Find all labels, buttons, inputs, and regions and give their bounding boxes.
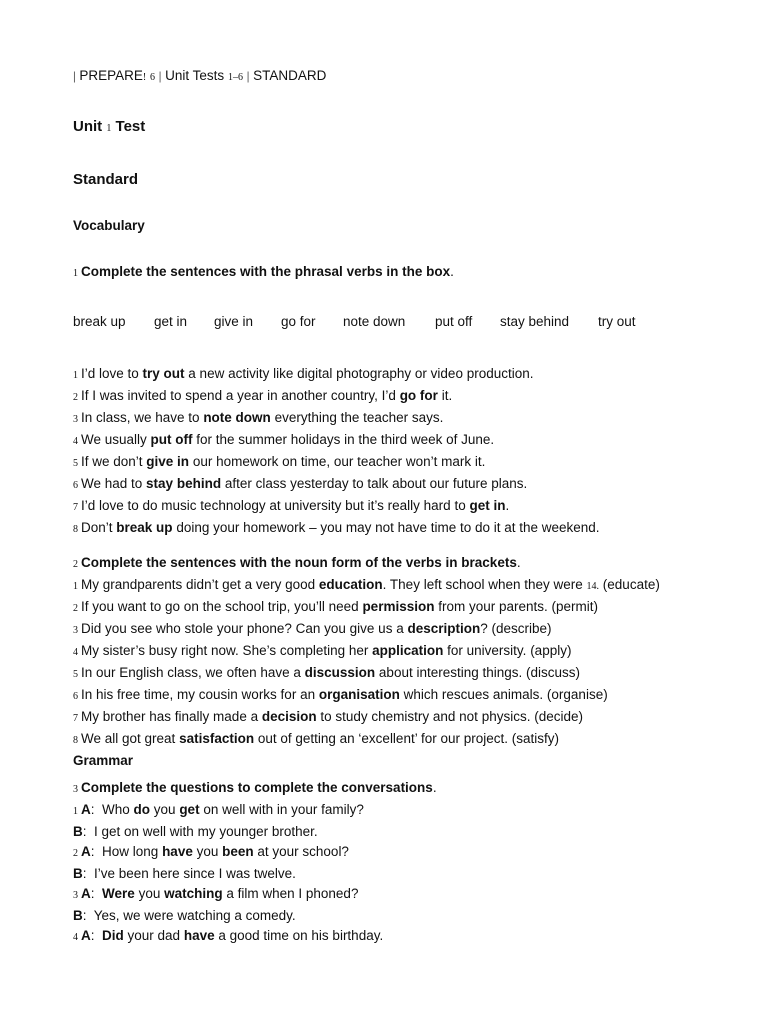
instruction-text: Complete the questions to complete the conversations [81, 780, 433, 795]
item-answer: satisfaction [179, 731, 255, 746]
level-heading: Standard [73, 171, 139, 188]
instruction-text: Complete the sentences with the noun form of the verbs in brackets [81, 555, 517, 570]
exercise-item [73, 430, 600, 452]
unit-title-rest: Test [115, 118, 146, 135]
item-number: 1 [73, 806, 78, 817]
item-text: at your school? [253, 844, 349, 859]
speaker-label: A [81, 886, 91, 901]
item-answer: have [162, 844, 193, 859]
item-small-text: 14. [586, 581, 600, 592]
item-number: 4 [73, 647, 78, 658]
item-text: I’ve been here since I was twelve. [86, 866, 296, 881]
exercise-item [73, 619, 660, 641]
item-text: to study chemistry and not physics. [316, 709, 535, 724]
item-answer: have [183, 928, 215, 943]
word-box-item: put off [435, 314, 473, 329]
exercise-item [73, 496, 600, 518]
item-hint: (apply) [530, 643, 572, 658]
item-text: We all got great [81, 731, 180, 746]
item-text: doing your homework – you may not have time to do it at the weekend. [172, 520, 600, 535]
item-text: ? [480, 621, 492, 636]
item-text: Yes, we were watching a comedy. [86, 908, 296, 923]
item-number: 3 [73, 890, 78, 901]
item-text: We had to [81, 476, 147, 491]
item-answer: get [179, 802, 200, 817]
item-text: on well with in your family? [199, 802, 364, 817]
item-answer: application [372, 643, 444, 658]
header-separator: | [73, 68, 76, 83]
item-answer: note down [203, 410, 271, 425]
word-box-item: try out [598, 314, 636, 329]
item-answer: break up [116, 520, 173, 535]
header-separator: | [158, 68, 162, 83]
item-text [95, 928, 103, 943]
word-box-item: go for [281, 314, 316, 329]
item-hint: (discuss) [526, 665, 581, 680]
exercise-item [73, 685, 660, 707]
item-text: . [505, 498, 510, 513]
unit-title-number: 1 [106, 123, 112, 134]
item-number: 3 [73, 414, 78, 425]
item-text: for university. [443, 643, 531, 658]
item-answer: Were [102, 886, 135, 901]
item-number: 1 [73, 370, 78, 381]
item-text: Who [94, 802, 134, 817]
item-answer: education [318, 577, 383, 592]
item-text: I get on well with my younger brother. [86, 824, 318, 839]
header-brand: PREPARE [79, 68, 143, 83]
item-text: out of getting an ‘excellent’ for our project. [254, 731, 512, 746]
header-exclaim: ! [142, 72, 147, 83]
item-number: 6 [73, 480, 78, 491]
exercise-item [73, 663, 660, 685]
item-hint: (describe) [491, 621, 552, 636]
vocabulary-heading: Vocabulary [73, 218, 145, 233]
item-hint: (educate) [602, 577, 660, 592]
conversation-line: B: I’ve been here since I was twelve. [73, 866, 296, 881]
item-text [95, 886, 103, 901]
item-answer: permission [362, 599, 435, 614]
conversation-line: B: Yes, we were watching a comedy. [73, 908, 296, 923]
header-separator: | [246, 68, 250, 83]
item-number: 6 [73, 691, 78, 702]
item-number: 5 [73, 458, 78, 469]
item-answer: been [222, 844, 254, 859]
item-text: a good time on his birthday. [214, 928, 384, 943]
exercise-3-instruction: 3 Complete the questions to complete the conversations. [73, 778, 437, 800]
exercise-item [73, 575, 660, 597]
item-answer: try out [142, 366, 185, 381]
item-text: a film when I phoned? [222, 886, 359, 901]
item-answer: stay behind [146, 476, 222, 491]
item-hint: (decide) [534, 709, 583, 724]
conversation-line: 3 A: Were you watching a film when I phoned? [73, 884, 437, 906]
item-answer: decision [261, 709, 317, 724]
exercise-2 [73, 553, 660, 771]
exercise-item [73, 474, 600, 496]
item-answer: go for [399, 388, 438, 403]
item-number: 1 [73, 581, 78, 592]
item-answer: watching [164, 886, 223, 901]
conversation-line: 2 A: How long have you been at your school? [73, 842, 437, 864]
item-text: In his free time, my cousin works for an [81, 687, 319, 702]
item-text: about interesting things. [375, 665, 527, 680]
word-box-item: give in [214, 314, 254, 329]
item-number: 8 [73, 524, 78, 535]
exercise-1-instruction: 1 Complete the sentences with the phrasal verbs in the box. [73, 262, 454, 284]
item-text: from your parents. [434, 599, 552, 614]
word-box-item: get in [154, 314, 188, 329]
item-text: How long [94, 844, 163, 859]
word-box-item: break up [73, 314, 126, 329]
item-text: My sister’s busy right now. She’s completing her [81, 643, 373, 658]
item-number: 7 [73, 713, 78, 724]
item-text: a new activity like digital photography or video production. [184, 366, 534, 381]
item-hint: (permit) [551, 599, 599, 614]
item-text: If we don’t [81, 454, 147, 469]
item-text: everything the teacher says. [270, 410, 444, 425]
speaker-label: B [73, 866, 83, 881]
conversation-line: 4 A: Did your dad have a good time on his birthday. [73, 926, 437, 948]
item-hint: (satisfy) [511, 731, 559, 746]
exercise-number: 1 [73, 268, 78, 279]
speaker-label: A [81, 844, 91, 859]
item-text: If you want to go on the school trip, you’ll need [81, 599, 363, 614]
item-number: 4 [73, 932, 78, 943]
item-text: My brother has finally made a [81, 709, 262, 724]
header-title: Unit Tests [165, 68, 225, 83]
item-number: 4 [73, 436, 78, 447]
exercise-item [73, 641, 660, 663]
item-text: our homework on time, our teacher won’t mark it. [189, 454, 486, 469]
item-answer: discussion [304, 665, 376, 680]
item-text: Don’t [81, 520, 117, 535]
conversation-lines [73, 800, 437, 948]
item-answer: Did [102, 928, 124, 943]
item-number: 3 [73, 625, 78, 636]
exercise-number: 2 [73, 559, 78, 570]
exercise-item [73, 452, 600, 474]
item-number: 2 [73, 392, 78, 403]
item-text: you [150, 802, 180, 817]
exercise-number: 3 [73, 784, 78, 795]
exercise-2-instruction: 2 Complete the sentences with the noun form of the verbs in brackets. [73, 553, 660, 575]
header-variant: STANDARD [253, 68, 327, 83]
conversation-line: B: I get on well with my younger brother. [73, 824, 318, 839]
item-text: which rescues animals. [399, 687, 547, 702]
item-text: I’d love to [81, 366, 143, 381]
grammar-heading [73, 751, 660, 771]
speaker-label: B [73, 908, 83, 923]
item-answer: description [407, 621, 481, 636]
unit-title [73, 118, 145, 135]
exercise-1-list [73, 364, 600, 540]
conversation-line: 1 A: Who do you get on well with in your family? [73, 800, 437, 822]
item-text: My grandparents didn’t get a very good [81, 577, 319, 592]
item-text: I’d love to do music technology at university but it’s really hard to [81, 498, 470, 513]
item-text: you [134, 886, 165, 901]
item-text: Did you see who stole your phone? Can you give us a [81, 621, 408, 636]
item-answer: organisation [318, 687, 400, 702]
unit-title-word: Unit [73, 118, 103, 135]
exercise-item [73, 386, 600, 408]
item-answer: get in [469, 498, 506, 513]
item-number: 7 [73, 502, 78, 513]
item-text: it. [437, 388, 453, 403]
speaker-label: B [73, 824, 83, 839]
item-text: after class yesterday to talk about our future plans. [221, 476, 528, 491]
exercise-item [73, 597, 660, 619]
header-level: 6 [150, 72, 156, 83]
item-answer: put off [150, 432, 193, 447]
item-text: for the summer holidays in the third week of June. [192, 432, 495, 447]
word-box-item: note down [343, 314, 406, 329]
exercise-item [73, 364, 600, 386]
exercise-3 [73, 778, 437, 948]
item-answer: do [133, 802, 151, 817]
exercise-item [73, 408, 600, 430]
document-header [73, 68, 326, 84]
item-text: . They left school when they were [382, 577, 587, 592]
exercise-item [73, 707, 660, 729]
instruction-text: Complete the sentences with the phrasal verbs in the box [81, 264, 451, 279]
item-text: If I was invited to spend a year in another country, I’d [81, 388, 400, 403]
exercise-item [73, 518, 600, 540]
item-hint: (organise) [546, 687, 608, 702]
word-box-item: stay behind [500, 314, 570, 329]
speaker-label: A [81, 928, 91, 943]
item-text: your dad [123, 928, 184, 943]
grammar-heading-text: Grammar [73, 753, 134, 768]
exercise-item [73, 729, 660, 751]
item-text: In class, we have to [81, 410, 204, 425]
item-number: 2 [73, 848, 78, 859]
item-answer: give in [146, 454, 190, 469]
item-number: 8 [73, 735, 78, 746]
header-range: 1–6 [227, 72, 243, 83]
item-text: In our English class, we often have a [81, 665, 305, 680]
speaker-label: A [81, 802, 91, 817]
item-text: We usually [81, 432, 151, 447]
item-text: you [192, 844, 223, 859]
item-number: 5 [73, 669, 78, 680]
item-number: 2 [73, 603, 78, 614]
